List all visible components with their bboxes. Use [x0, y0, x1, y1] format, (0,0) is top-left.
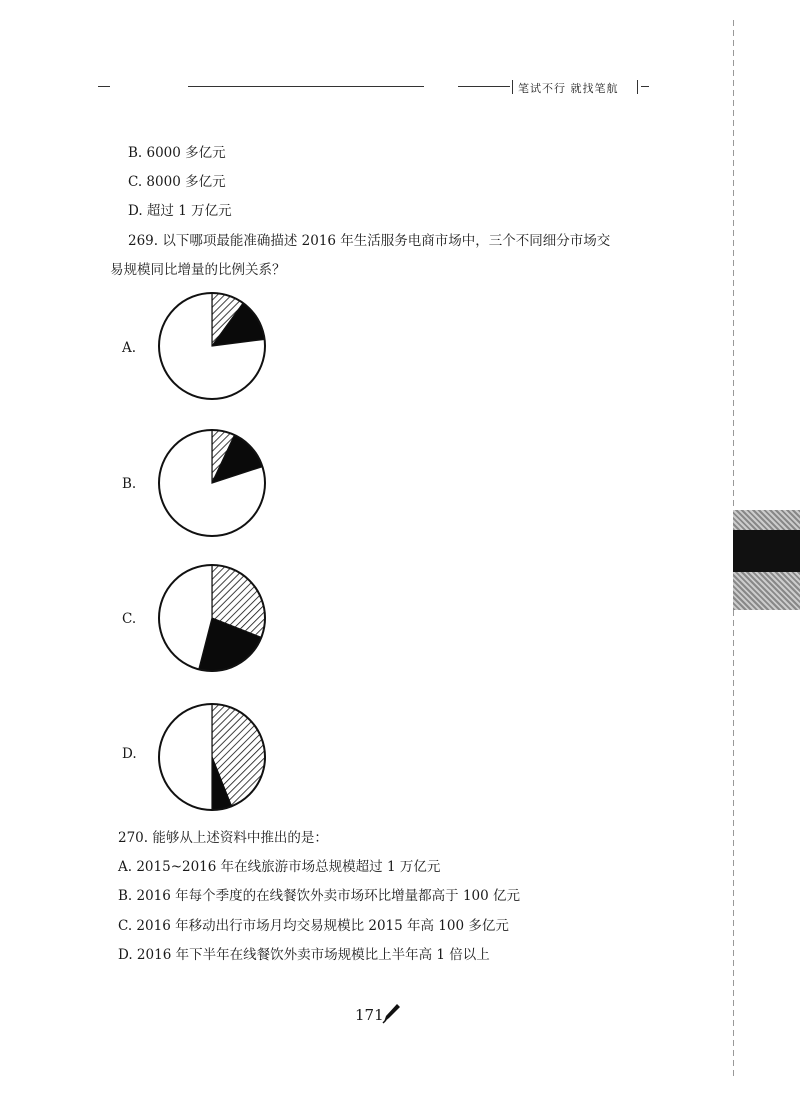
q269-option-c-pie	[150, 556, 274, 680]
q269-option-a-pie	[150, 284, 274, 408]
header-rule-end	[641, 86, 649, 87]
header-rule-short	[98, 86, 110, 87]
q269-option-c-label: C.	[122, 611, 137, 627]
header-divider-right	[637, 80, 638, 94]
page-number: 171	[355, 1006, 384, 1024]
pen-icon	[382, 1002, 402, 1024]
q270-option-b: B. 2016 年每个季度的在线餐饮外卖市场环比增量都高于 100 亿元	[118, 888, 521, 904]
q270-option-c: C. 2016 年移动出行市场月均交易规模比 2015 年高 100 多亿元	[118, 918, 509, 934]
q268-option-c: C. 8000 多亿元	[128, 174, 226, 190]
q269-option-b-pie	[150, 421, 274, 545]
q269-stem-line1: 269. 以下哪项最能准确描述 2016 年生活服务电商市场中，三个不同细分市场交	[128, 233, 611, 249]
q269-option-a-label: A.	[122, 340, 137, 356]
header-rule-long	[188, 86, 424, 87]
pie-slice-white	[159, 704, 212, 810]
q269-option-d-pie	[150, 695, 274, 819]
q269-option-b-label: B.	[122, 476, 137, 492]
q268-option-d: D. 超过 1 万亿元	[128, 203, 232, 219]
q270-stem: 270. 能够从上述资料中推出的是：	[118, 830, 328, 846]
q269-stem-line2: 易规模同比增量的比例关系？	[110, 262, 286, 278]
header-divider-left	[512, 80, 513, 94]
q270-option-d: D. 2016 年下半年在线餐饮外卖市场规模比上半年高 1 倍以上	[118, 947, 490, 963]
q269-option-d-label: D.	[122, 746, 137, 762]
q268-option-b: B. 6000 多亿元	[128, 145, 226, 161]
scan-edge-band	[733, 530, 800, 572]
header-slogan: 笔试不行 就找笔航	[518, 82, 619, 95]
q270-option-a: A. 2015~2016 年在线旅游市场总规模超过 1 万亿元	[118, 859, 441, 875]
header-rule-right	[458, 86, 510, 87]
